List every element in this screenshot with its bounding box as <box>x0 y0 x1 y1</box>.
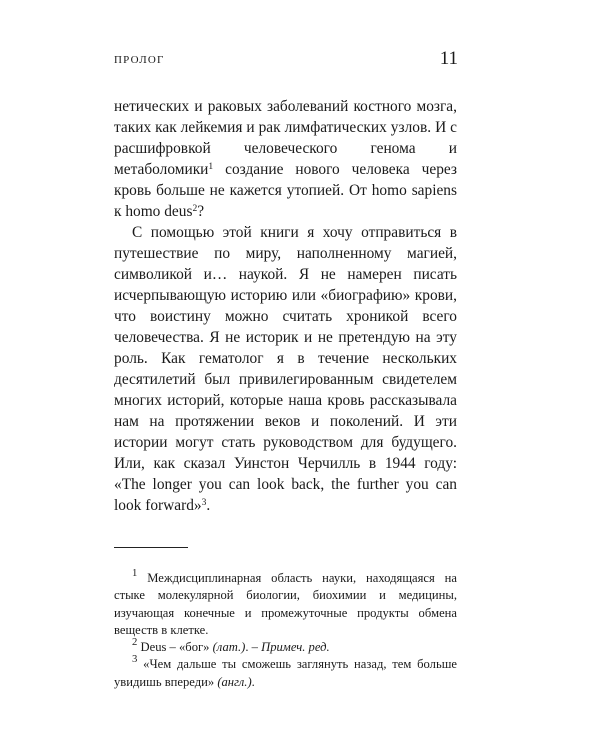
footnote-1-mark: 1 <box>132 567 138 580</box>
footnote-3 <box>114 653 457 691</box>
page-number: 11 <box>439 48 458 69</box>
footnote-3-lang: (англ.) <box>217 674 252 689</box>
footnote-2-text-a: Deus – «бог» <box>137 640 213 655</box>
footnote-ref-2: 2 <box>192 202 198 214</box>
footnote-3-text-b: . <box>251 674 255 689</box>
paragraph-2 <box>114 222 457 516</box>
footnote-2-editor-note: Примеч. ред. <box>261 640 330 655</box>
footnote-1-text: Междисциплинарная область науки, находящаяся на стыке молекулярной биологии, биохимии и медицины, изучающая конечные и промежуточные продукты обмена веществ в клетке. <box>114 571 457 637</box>
footnote-2-mark: 2 <box>132 636 138 649</box>
footnote-ref-1: 1 <box>208 160 214 172</box>
paragraph-1-text-c: ? <box>197 203 205 220</box>
paragraph-1-text-a: нетических и раковых заболеваний костного мозга, таких как лейкемия и рак лимфатических узлов. И с расшифровкой человеческого генома и метаболомики <box>114 98 457 178</box>
footnote-2 <box>114 636 457 656</box>
paragraph-1-text-b: создание нового человека через кровь больше не кажется утопией. От homo sapiens к homo deus <box>114 161 457 220</box>
paragraph-2-text-a: С помощью этой книги я хочу отправиться в путешествие по миру, наполненному магией, символикой и… наукой. Я не намерен писать исчерпывающую историю или «биографию» крови, что воистину можно считать хроникой всего человечества. Я не историк и не претендую на эту роль. Как гематолог я в течение нескольких десятилетий был привилегированным свидетелем многих историй, которые наша кровь рассказывала нам на протяжении веков и поколений. И эти истории могут стать руководством для будущего. Или, как сказал Уинстон Черчилль в 1944 году: «The longer you can look back, the further you can look forward» <box>114 224 457 514</box>
footnote-2-text-b: . – <box>245 640 262 655</box>
section-title: ПРОЛОГ <box>114 54 165 66</box>
paragraph-1 <box>114 96 457 222</box>
body-text <box>114 96 457 516</box>
footnote-3-text-a: «Чем дальше ты сможешь заглянуть назад, тем больше увидишь впереди» <box>114 657 457 689</box>
footnote-2-lang: (лат.) <box>212 640 246 655</box>
footnotes <box>114 547 457 691</box>
footnote-divider <box>114 547 188 548</box>
footnote-1 <box>114 567 457 639</box>
footnote-ref-3: 3 <box>201 496 207 508</box>
footnote-3-mark: 3 <box>132 653 138 666</box>
running-head <box>114 50 458 74</box>
paragraph-2-text-b: . <box>206 497 211 514</box>
